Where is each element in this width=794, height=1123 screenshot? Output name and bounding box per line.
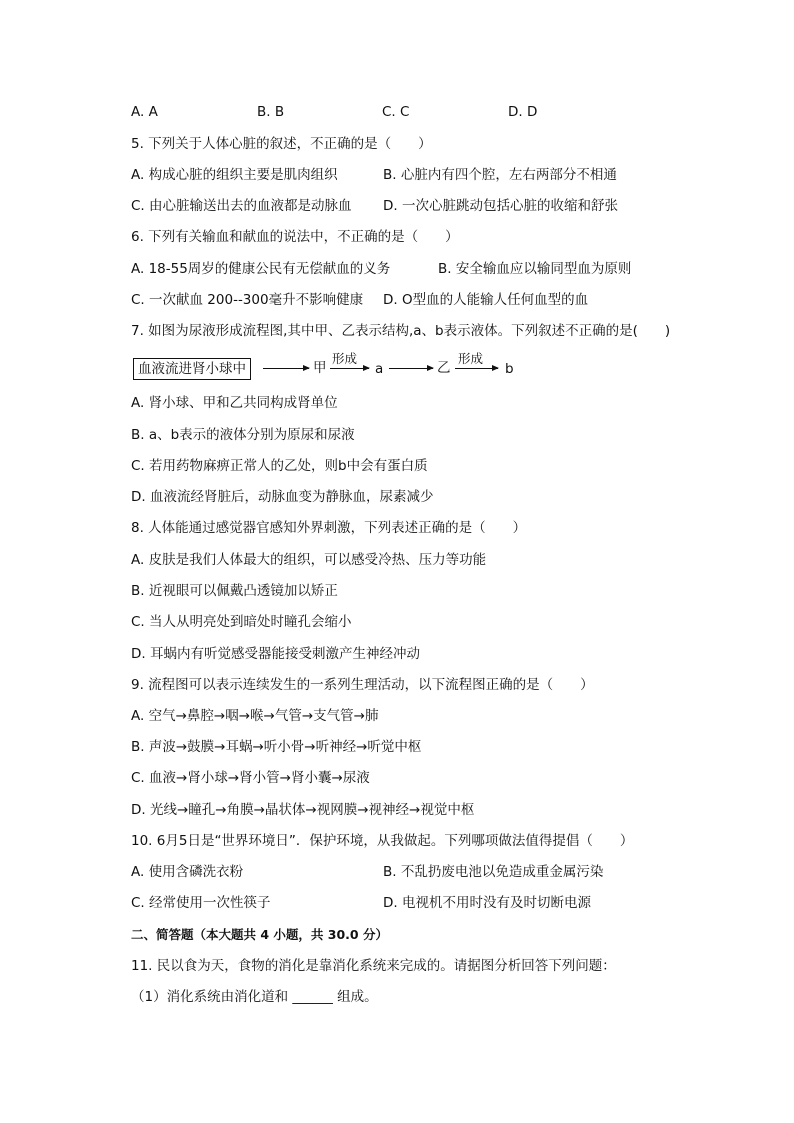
q11-sub1-blank[interactable]: ______ — [292, 989, 333, 1005]
q9-stem: 9. 流程图可以表示连续发生的一系列生理活动，以下流程图正确的是（ ） — [131, 677, 594, 693]
flow-form-label-2: 形成 — [458, 351, 484, 366]
q4-option-a: A. A — [131, 104, 158, 120]
q11-stem: 11. 民以食为天，食物的消化是靠消化系统来完成的。请据图分析回答下列问题： — [131, 958, 616, 974]
q7-option-c: C. 若用药物麻痹正常人的乙处，则b中会有蛋白质 — [131, 458, 428, 474]
q11-sub1-text-end: 组成。 — [332, 989, 378, 1005]
q10-option-b: B. 不乱扔废电池以免造成重金属污染 — [383, 864, 604, 880]
q6-option-c: C. 一次献血 200--300毫升不影响健康 — [131, 292, 364, 308]
q4-option-d: D. D — [508, 104, 538, 120]
q6-option-a: A. 18-55周岁的健康公民有无偿献血的义务 — [131, 261, 391, 277]
flow-form-label-1: 形成 — [332, 351, 358, 366]
q7-stem: 7. 如图为尿液形成流程图,其中甲、乙表示结构,a、b表示液体。下列叙述不正确的是( ) — [131, 323, 671, 339]
flow-arrow-4 — [455, 368, 498, 369]
q5-stem: 5. 下列关于人体心脏的叙述，不正确的是（ ） — [131, 136, 432, 152]
flow-arrow-3 — [389, 368, 433, 369]
flow-arrow-1 — [263, 368, 309, 369]
q11-sub1-text: （1）消化系统由消化道和 — [131, 989, 293, 1005]
q9-option-d: D. 光线→瞳孔→角膜→晶状体→视网膜→视神经→视觉中枢 — [131, 802, 475, 818]
flow-yi: 乙 — [437, 360, 451, 376]
q5-option-a: A. 构成心脏的组织主要是肌肉组织 — [131, 167, 338, 183]
q7-option-b: B. a、b表示的液体分别为原尿和尿液 — [131, 427, 355, 443]
q6-option-b: B. 安全输血应以输同型血为原则 — [438, 261, 632, 277]
q8-option-b: B. 近视眼可以佩戴凸透镜加以矫正 — [131, 583, 338, 599]
q8-stem: 8. 人体能通过感觉器官感知外界刺激，下列表述正确的是（ ） — [131, 520, 527, 536]
q9-option-a: A. 空气→鼻腔→咽→喉→气管→支气管→肺 — [131, 708, 379, 724]
q7-option-a: A. 肾小球、甲和乙共同构成肾单位 — [131, 395, 338, 411]
q5-option-b: B. 心脏内有四个腔，左右两部分不相通 — [383, 167, 617, 183]
q10-option-c: C. 经常使用一次性筷子 — [131, 895, 271, 911]
q4-option-b: B. B — [257, 104, 285, 120]
q9-option-c: C. 血液→肾小球→肾小管→肾小囊→尿液 — [131, 770, 370, 786]
flow-a: a — [375, 361, 384, 377]
flow-arrow-2 — [330, 368, 369, 369]
q5-option-c: C. 由心脏输送出去的血液都是动脉血 — [131, 198, 352, 214]
flow-jia: 甲 — [313, 360, 327, 376]
section-heading: 二、简答题（本大题共 4 小题，共 30.0 分） — [131, 927, 388, 942]
q7-option-d: D. 血液流经肾脏后，动脉血变为静脉血，尿素减少 — [131, 489, 434, 505]
q6-option-d: D. O型血的人能输人任何血型的血 — [383, 292, 589, 308]
q8-option-c: C. 当人从明亮处到暗处时瞳孔会缩小 — [131, 614, 352, 630]
q9-option-b: B. 声波→鼓膜→耳蜗→听小骨→听神经→听觉中枢 — [131, 739, 422, 755]
q11-sub1 — [131, 988, 378, 1006]
q10-stem: 10. 6月5日是“世界环境日”．保护环境，从我做起。下列哪项做法值得提倡（ ） — [131, 833, 634, 849]
urine-formation-flowchart — [133, 351, 553, 383]
flow-b: b — [505, 361, 514, 377]
q10-option-d: D. 电视机不用时没有及时切断电源 — [383, 895, 591, 911]
q6-stem: 6. 下列有关输血和献血的说法中，不正确的是（ ） — [131, 229, 459, 245]
q5-option-d: D. 一次心脏跳动包括心脏的收缩和舒张 — [383, 198, 618, 214]
flow-start-box: 血液流进肾小球中 — [133, 358, 251, 380]
q4-option-c: C. C — [382, 104, 410, 120]
q8-option-d: D. 耳蜗内有听觉感受器能接受刺激产生神经冲动 — [131, 646, 420, 662]
q10-option-a: A. 使用含磷洗衣粉 — [131, 864, 244, 880]
q8-option-a: A. 皮肤是我们人体最大的组织，可以感受冷热、压力等功能 — [131, 552, 487, 568]
